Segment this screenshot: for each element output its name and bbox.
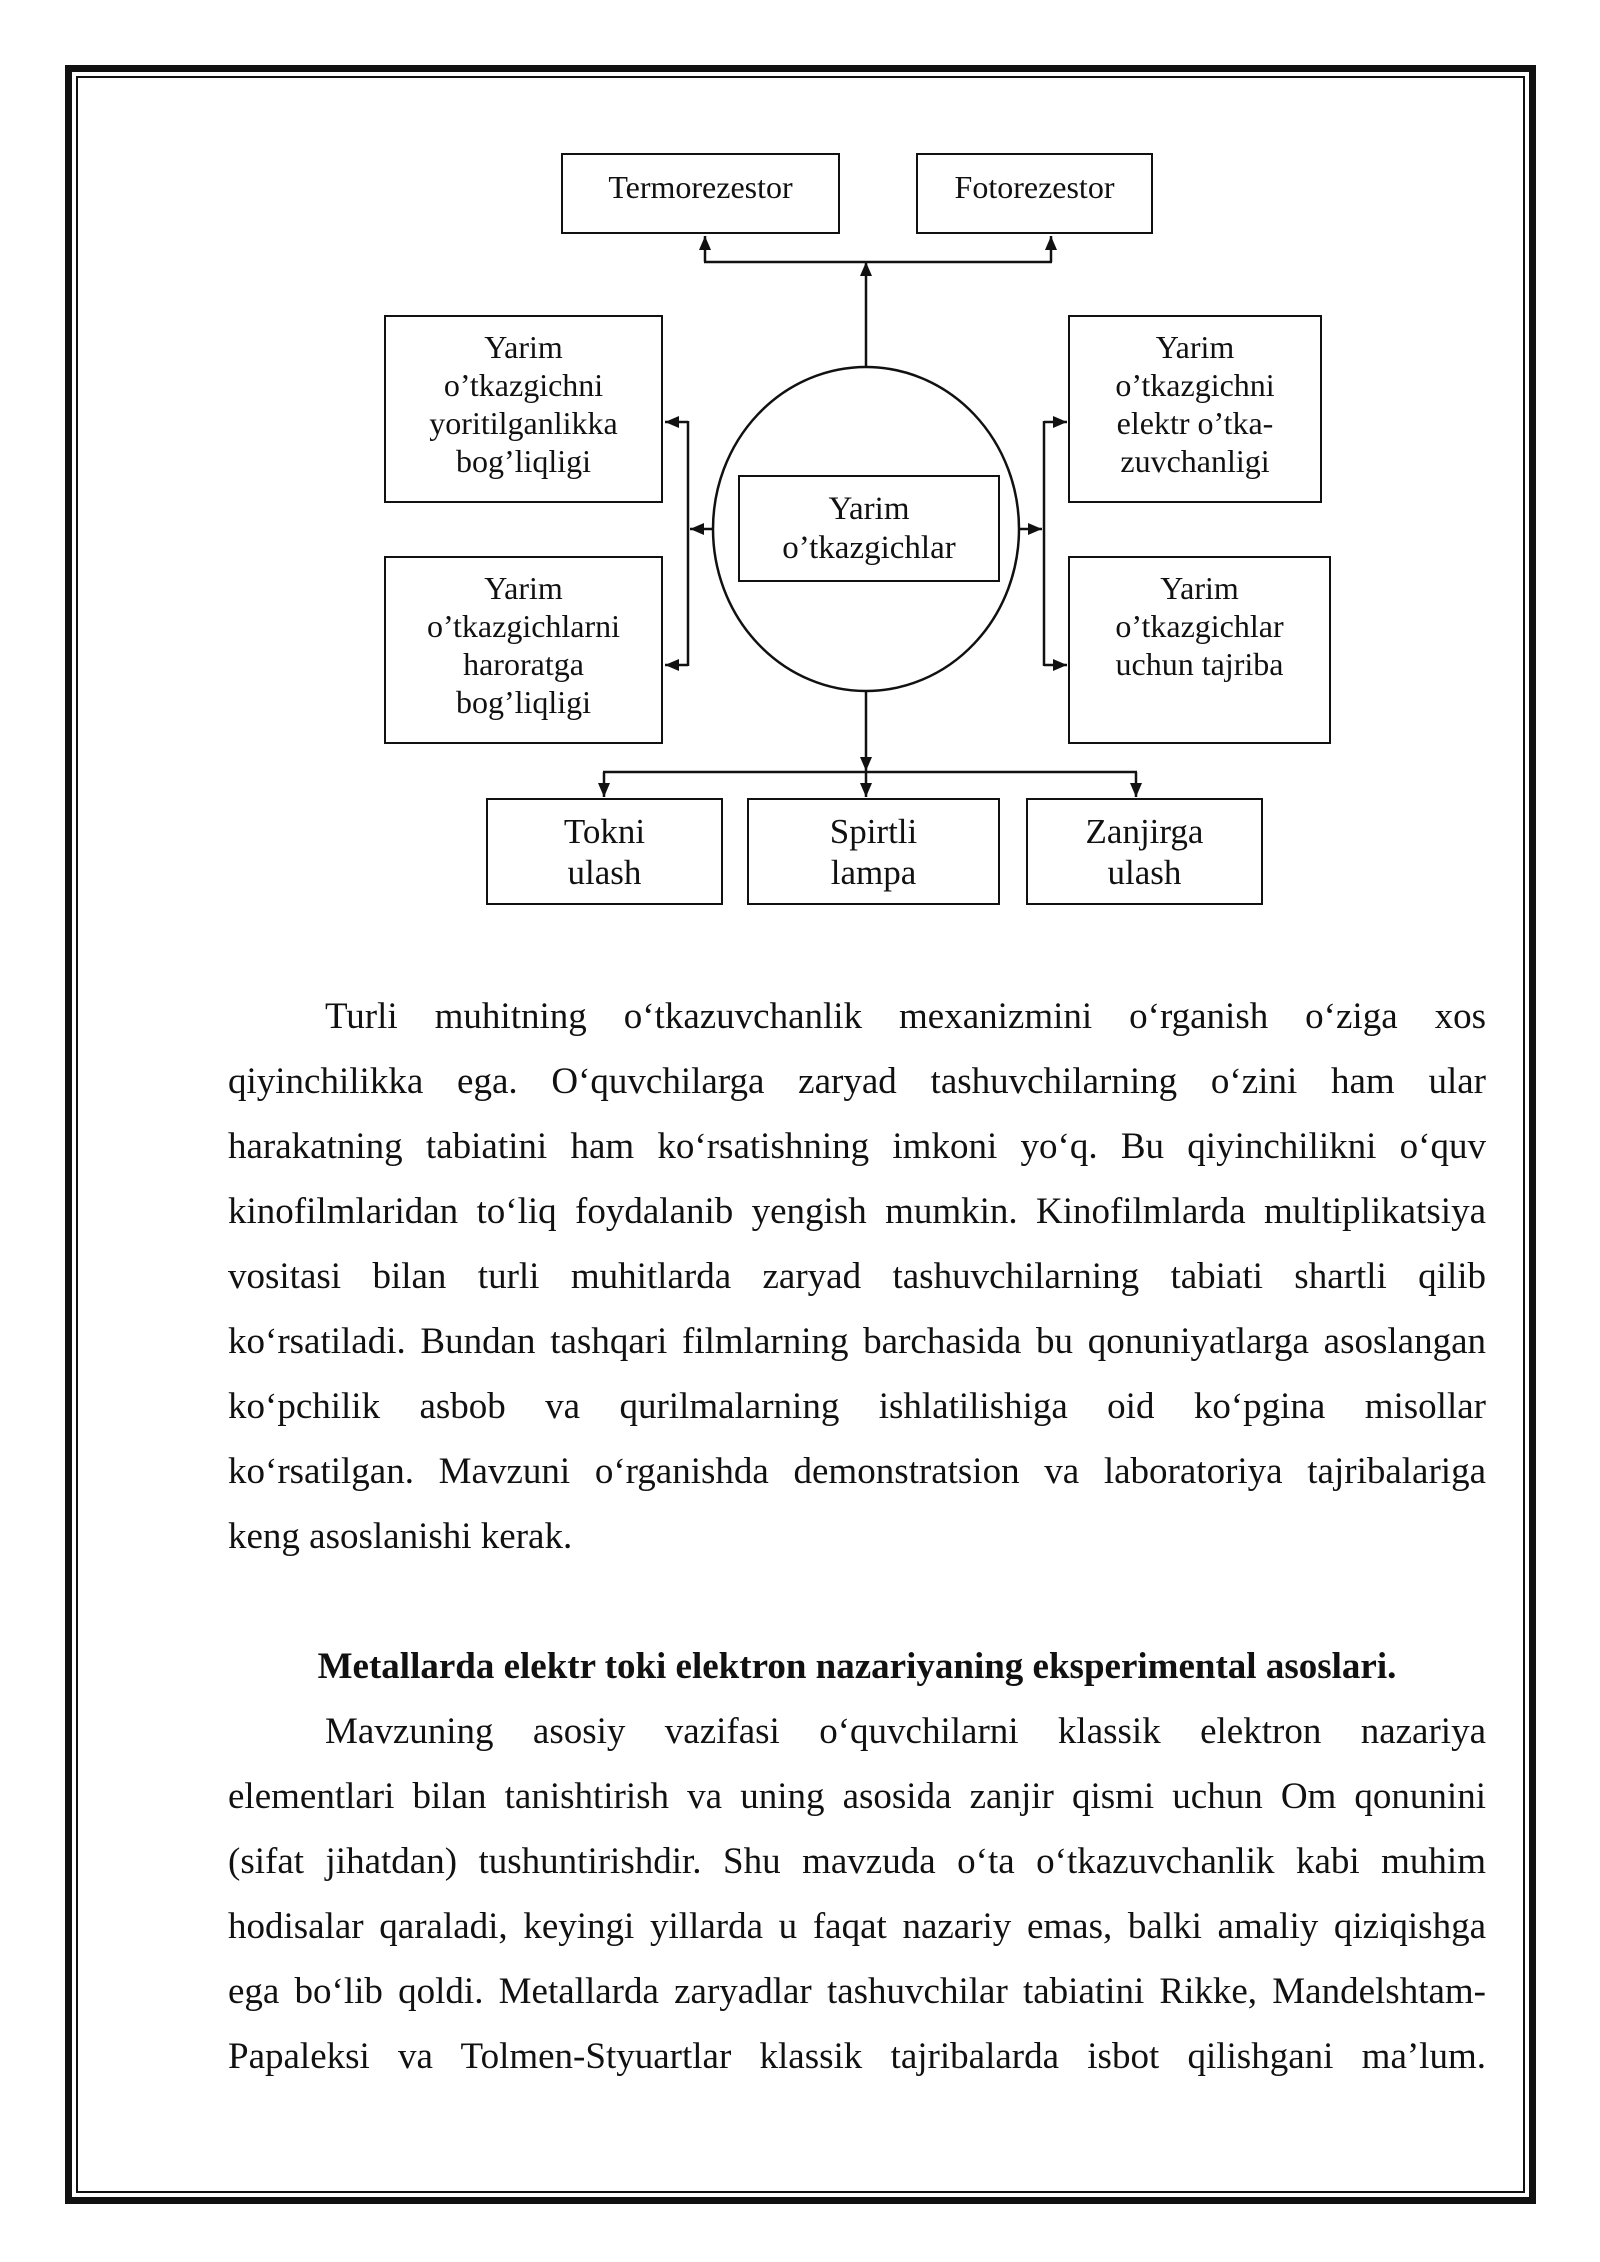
spirtli-lampa-box: [747, 798, 1000, 905]
paragraph-line: hodisalar qaraladi, keyingi yillarda u faqat nazariy emas, balki amaliy qiziqishga: [228, 1906, 1486, 1947]
paragraph-line: keng asoslanishi kerak.: [228, 1516, 573, 1557]
box-line: zuvchanligi: [1120, 443, 1270, 479]
box-line: Tokni: [563, 811, 646, 851]
box-line: o’tkazgichlar: [782, 529, 956, 566]
paragraph-line: qiyinchilikka ega. O‘quvchilarga zaryad tashuvchilarning o‘zini ham ular: [228, 1061, 1486, 1102]
paragraph-line: (sifat jihatdan) tushuntirishdir. Shu mavzuda o‘ta o‘tkazuvchanlik kabi muhim: [228, 1841, 1486, 1882]
box-line: Yarim: [1155, 329, 1235, 365]
box-label: Fotorezestor: [954, 169, 1115, 205]
conductivity-box: [1068, 315, 1322, 503]
temperature-dependence-box: [384, 556, 663, 744]
paragraph-line: vositasi bilan turli muhitlarda zaryad tashuvchilarning tabiati shartli qilib: [228, 1256, 1486, 1297]
box-line: lampa: [830, 852, 917, 892]
illumination-dependence-box: [384, 315, 663, 503]
box-line: Yarim: [1160, 570, 1239, 606]
section-heading: Metallarda elektr toki elektron nazariyaning eksperimental asoslari.: [317, 1646, 1397, 1687]
blank-line: [228, 1569, 1486, 1634]
box-line: o’tkazgichni: [443, 367, 604, 403]
box-line: Yarim: [484, 329, 563, 365]
box-line: ulash: [1107, 852, 1182, 892]
paragraph-line: harakatning tabiatini ham ko‘rsatishning imkoni yo‘q. Bu qiyinchilikni o‘quv: [228, 1126, 1486, 1167]
box-line: haroratga: [463, 646, 584, 682]
zanjirga-ulash-box: [1026, 798, 1263, 905]
box-line: o’tkazgichni: [1115, 367, 1275, 403]
paragraph-line: kinofilmlaridan to‘liq foydalanib yengish mumkin. Kinofilmlarda multiplikatsiya: [228, 1191, 1486, 1232]
fotorezestor-box: [916, 153, 1153, 234]
box-line: bog’liqligi: [455, 443, 592, 479]
box-line: ulash: [567, 852, 642, 892]
experiment-box: [1068, 556, 1331, 744]
box-line: Yarim: [828, 490, 910, 527]
box-line: bog’liqligi: [455, 684, 592, 720]
box-line: Yarim: [484, 570, 563, 606]
box-line: o’tkazgichlarni: [426, 608, 621, 644]
paragraph-line: Turli muhitning o‘tkazuvchanlik mexanizmini o‘rganish o‘ziga xos: [325, 996, 1486, 1037]
paragraph-line: ko‘pchilik asbob va qurilmalarning ishlatilishiga oid ko‘pgina misollar: [228, 1386, 1486, 1427]
paragraph-line: Mavzuning asosiy vazifasi o‘quvchilarni klassik elektron nazariya: [325, 1711, 1486, 1752]
box-line: o’tkazgichlar: [1115, 608, 1284, 644]
termorezestor-box: [561, 153, 840, 234]
box-line: elektr o’tka-: [1116, 405, 1274, 441]
body-text: [228, 984, 1486, 2089]
box-label: Termorezestor: [608, 169, 793, 205]
paragraph-line: elementlari bilan tanishtirish va uning asosida zanjir qismi uchun Om qonunini: [228, 1776, 1486, 1817]
box-line: yoritilganlikka: [429, 405, 618, 441]
paragraph-line: Papaleksi va Tolmen-Styuartlar klassik tajribalarda isbot qilishgani ma’lum.: [228, 2036, 1486, 2077]
tokni-ulash-box: [486, 798, 723, 905]
box-line: Spirtli: [829, 811, 918, 851]
semiconductors-center-box: [738, 475, 1000, 582]
paragraph-line: ko‘rsatilgan. Mavzuni o‘rganishda demonstratsion va laboratoriya tajribalariga: [228, 1451, 1486, 1492]
box-line: uchun tajriba: [1115, 646, 1284, 682]
paragraph-line: ko‘rsatiladi. Bundan tashqari filmlarning barchasida bu qonuniyatlarga asoslangan: [228, 1321, 1486, 1362]
box-line: Zanjirga: [1085, 811, 1204, 851]
paragraph-line: ega bo‘lib qoldi. Metallarda zaryadlar tashuvchilar tabiatini Rikke, Mandelshtam-: [228, 1971, 1486, 2012]
